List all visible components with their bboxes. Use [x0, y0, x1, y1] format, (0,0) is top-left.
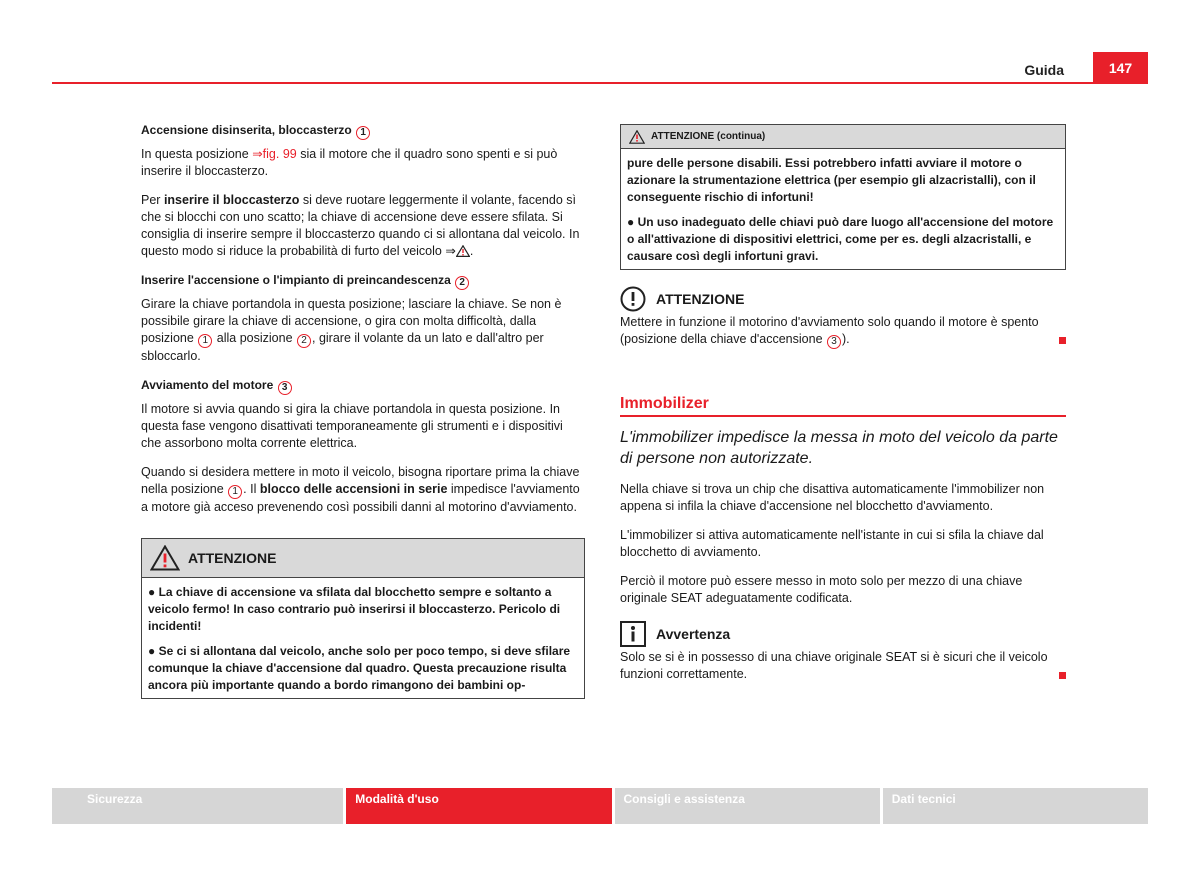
subheading-key-off: Accensione disinserita, bloccasterzo 1	[141, 122, 585, 140]
paragraph: Girare la chiave portandola in questa posizione; lasciare la chiave. Se non è possibile girare la chiave di accensione, o gira con molta difficoltà, dalla posizione 1 alla posizione 2 , girare il volante da un lato e dall'altro per sbloccarlo.	[141, 297, 562, 363]
figure-reference-link[interactable]: ⇒fig. 99	[252, 147, 297, 161]
warning-box-continued	[620, 124, 1066, 270]
footer-tab-sicurezza[interactable]: Sicurezza	[52, 788, 343, 824]
end-of-section-icon	[1059, 672, 1066, 679]
warning-bullet: ● La chiave di accensione va sfilata dal blocchetto sempre e soltanto a veicolo fermo! In caso contrario può inserirsi il bloccasterzo. Pericolo di incidenti!	[148, 585, 561, 633]
warning-triangle-icon	[150, 545, 180, 571]
paragraph: Quando si desidera mettere in moto il veicolo, bisogna riportare prima la chiave nella posizione 1 . Il blocco delle accensioni in serie impedisce l'avviamento a motore già acceso prevenendo così possibili danni al motorino d'avviamento.	[141, 465, 580, 514]
caution-exclamation-icon	[620, 286, 646, 312]
warning-box-header	[142, 539, 584, 578]
footer-tab-consigli-assistenza[interactable]: Consigli e assistenza	[615, 788, 880, 824]
paragraph: L'immobilizer si attiva automaticamente nell'istante in cui si sfila la chiave dal blocchetto di avviamento.	[620, 528, 1044, 559]
caution-header	[620, 286, 1066, 312]
warning-continued-title: ATTENZIONE (continua)	[651, 131, 766, 142]
footer-chapter-nav	[52, 788, 1148, 824]
section-intro: L'immobilizer impedisce la messa in moto del veicolo da parte di persone non autorizzate.	[620, 429, 1058, 467]
note-title: Avvertenza	[656, 625, 731, 642]
position-number-badge: 3	[278, 381, 292, 395]
warning-body	[142, 578, 584, 698]
subheading-ignition: Inserire l'accensione o l'impianto di preincandescenza 2	[141, 272, 585, 290]
footer-tab-modalita-uso[interactable]: Modalità d'uso	[346, 788, 611, 824]
warning-continued-body	[621, 149, 1065, 269]
paragraph: Per inserire il bloccasterzo si deve ruotare leggermente il volante, facendo sì che si blocchi con uno scatto; la chiave di accensione deve essere sfilata. Si consiglia di inserire sempre il bloccasterzo quando ci si allontana dal veicolo. In questo modo si riduce la probabilità di furto del veicolo ⇒ .	[141, 193, 580, 258]
position-number-badge: 1	[198, 334, 212, 348]
warning-box	[141, 538, 585, 699]
paragraph: In questa posizione ⇒fig. 99 sia il motore che il quadro sono spenti e si può inserire il bloccasterzo.	[141, 147, 558, 178]
info-icon	[620, 621, 646, 647]
header-rule	[52, 82, 1148, 84]
warning-triangle-icon	[456, 245, 470, 257]
footer-tab-dati-tecnici[interactable]: Dati tecnici	[883, 788, 1148, 824]
paragraph: Il motore si avvia quando si gira la chiave portandola in questa posizione. In questa fase vengono disattivati temporaneamente gli strumenti e i dispositivi che assorbono molta corrente elettrica.	[141, 402, 563, 450]
end-of-section-icon	[1059, 337, 1066, 344]
subheading-engine-start: Avviamento del motore 3	[141, 377, 585, 395]
header-title: Guida	[1024, 62, 1064, 78]
position-number-badge: 2	[455, 276, 469, 290]
note-text: Solo se si è in possesso di una chiave originale SEAT si è sicuri che il veicolo funzioni correttamente.	[620, 649, 1066, 683]
position-number-badge: 2	[297, 334, 311, 348]
position-number-badge: 1	[228, 485, 242, 499]
right-column	[620, 124, 1066, 695]
caution-title: ATTENZIONE	[656, 290, 745, 307]
warning-continued-header	[621, 125, 1065, 149]
warning-bullet: ● Se ci si allontana dal veicolo, anche solo per poco tempo, si deve sfilare comunque la chiave d'accensione dal quadro. Questa precauzione risulta ancora più importante quando a bordo rimangono dei bambini op-	[148, 644, 571, 692]
page-number: 147	[1093, 52, 1148, 83]
warning-title: ATTENZIONE	[188, 549, 277, 566]
warning-paragraph: pure delle persone disabili. Essi potrebbero infatti avviare il motore o azionare la strumentazione elettrica (per esempio gli alzacristalli), con il conseguente rischio di infortuni!	[627, 156, 1036, 204]
warning-triangle-icon	[629, 130, 645, 144]
position-number-badge: 3	[827, 335, 841, 349]
warning-bullet: ● Un uso inadeguato delle chiavi può dare luogo all'accensione del motore o all'attivazione di dispositivi elettrici, come per es. degli alzacristalli, e causare così degli infortuni gravi.	[627, 215, 1054, 263]
paragraph: Perciò il motore può essere messo in moto solo per mezzo di una chiave originale SEAT adeguatamente codificata.	[620, 574, 1023, 605]
caution-text: Mettere in funzione il motorino d'avviamento solo quando il motore è spento (posizione della chiave d'accensione 3 ).	[620, 314, 1066, 349]
section-title-immobilizer: Immobilizer	[620, 395, 1066, 417]
paragraph: Nella chiave si trova un chip che disattiva automaticamente l'immobilizer non appena si infila la chiave d'accensione nel blocchetto d'avviamento.	[620, 482, 1045, 513]
position-number-badge: 1	[356, 126, 370, 140]
note-header	[620, 621, 1066, 647]
left-column	[141, 122, 585, 699]
